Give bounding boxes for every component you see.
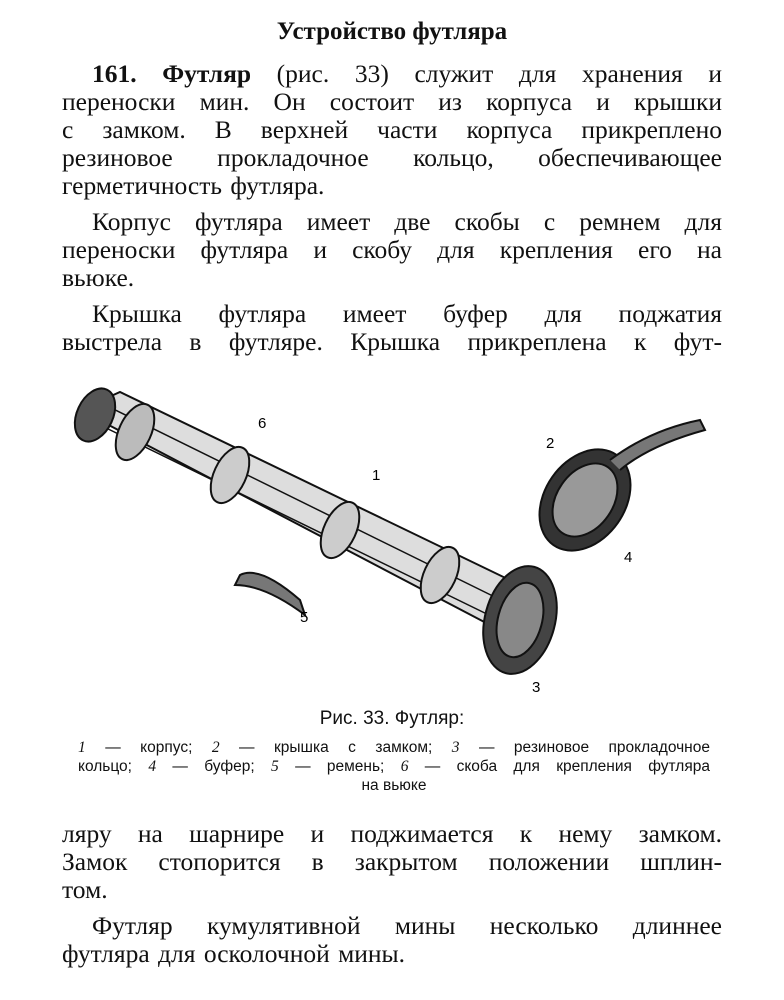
text-line: герметичность футляра.: [62, 171, 325, 200]
case-body: [67, 382, 705, 682]
label-4: 4: [624, 549, 633, 566]
text-line: Замок стопорится в закрытом положении шплин-: [62, 847, 722, 876]
text-line: вьюке.: [62, 263, 135, 292]
text-line: с замком. В верхней части корпуса прикреплено: [62, 115, 722, 144]
item-number: 161. Футляр: [92, 59, 252, 88]
text-line: переноски футляра и скобу для крепления его на: [62, 235, 722, 264]
text-line: выстрела в футляре. Крышка прикреплена к фут-: [62, 327, 722, 356]
text-line: ляру на шарнире и поджимается к нему замком.: [62, 819, 722, 848]
text-line: переноски мин. Он состоит из корпуса и крышки: [62, 87, 722, 116]
case-illustration: [0, 370, 784, 700]
label-1: 1: [372, 467, 381, 484]
figure-caption-title: Рис. 33. Футляр:: [319, 708, 465, 729]
label-3: 3: [532, 679, 541, 696]
text-line: Корпус футляра имеет две скобы с ремнем для: [92, 207, 722, 236]
figure-legend-line: на вьюке: [361, 777, 427, 794]
text-line: футляра для осколочной мины.: [62, 939, 406, 968]
figure-legend-line: 1 — корпус; 2 — крышка с замком; 3 — резиновое прокладочное: [78, 739, 710, 756]
text-line: 161. Футляр (рис. 33) служит для хранения и: [92, 59, 722, 88]
section-title: Устройство футляра: [276, 18, 508, 45]
label-5: 5: [300, 609, 309, 626]
text-line: том.: [62, 875, 108, 904]
label-2: 2: [546, 435, 555, 452]
label-6: 6: [258, 415, 267, 432]
figure-legend-line: кольцо; 4 — буфер; 5 — ремень; 6 — скоба для крепления футляра: [78, 758, 710, 775]
text-line: Крышка футляра имеет буфер для поджатия: [92, 299, 722, 328]
text-line: резиновое прокладочное кольцо, обеспечивающее: [62, 143, 722, 172]
text-line: Футляр кумулятивной мины несколько длиннее: [92, 911, 722, 940]
